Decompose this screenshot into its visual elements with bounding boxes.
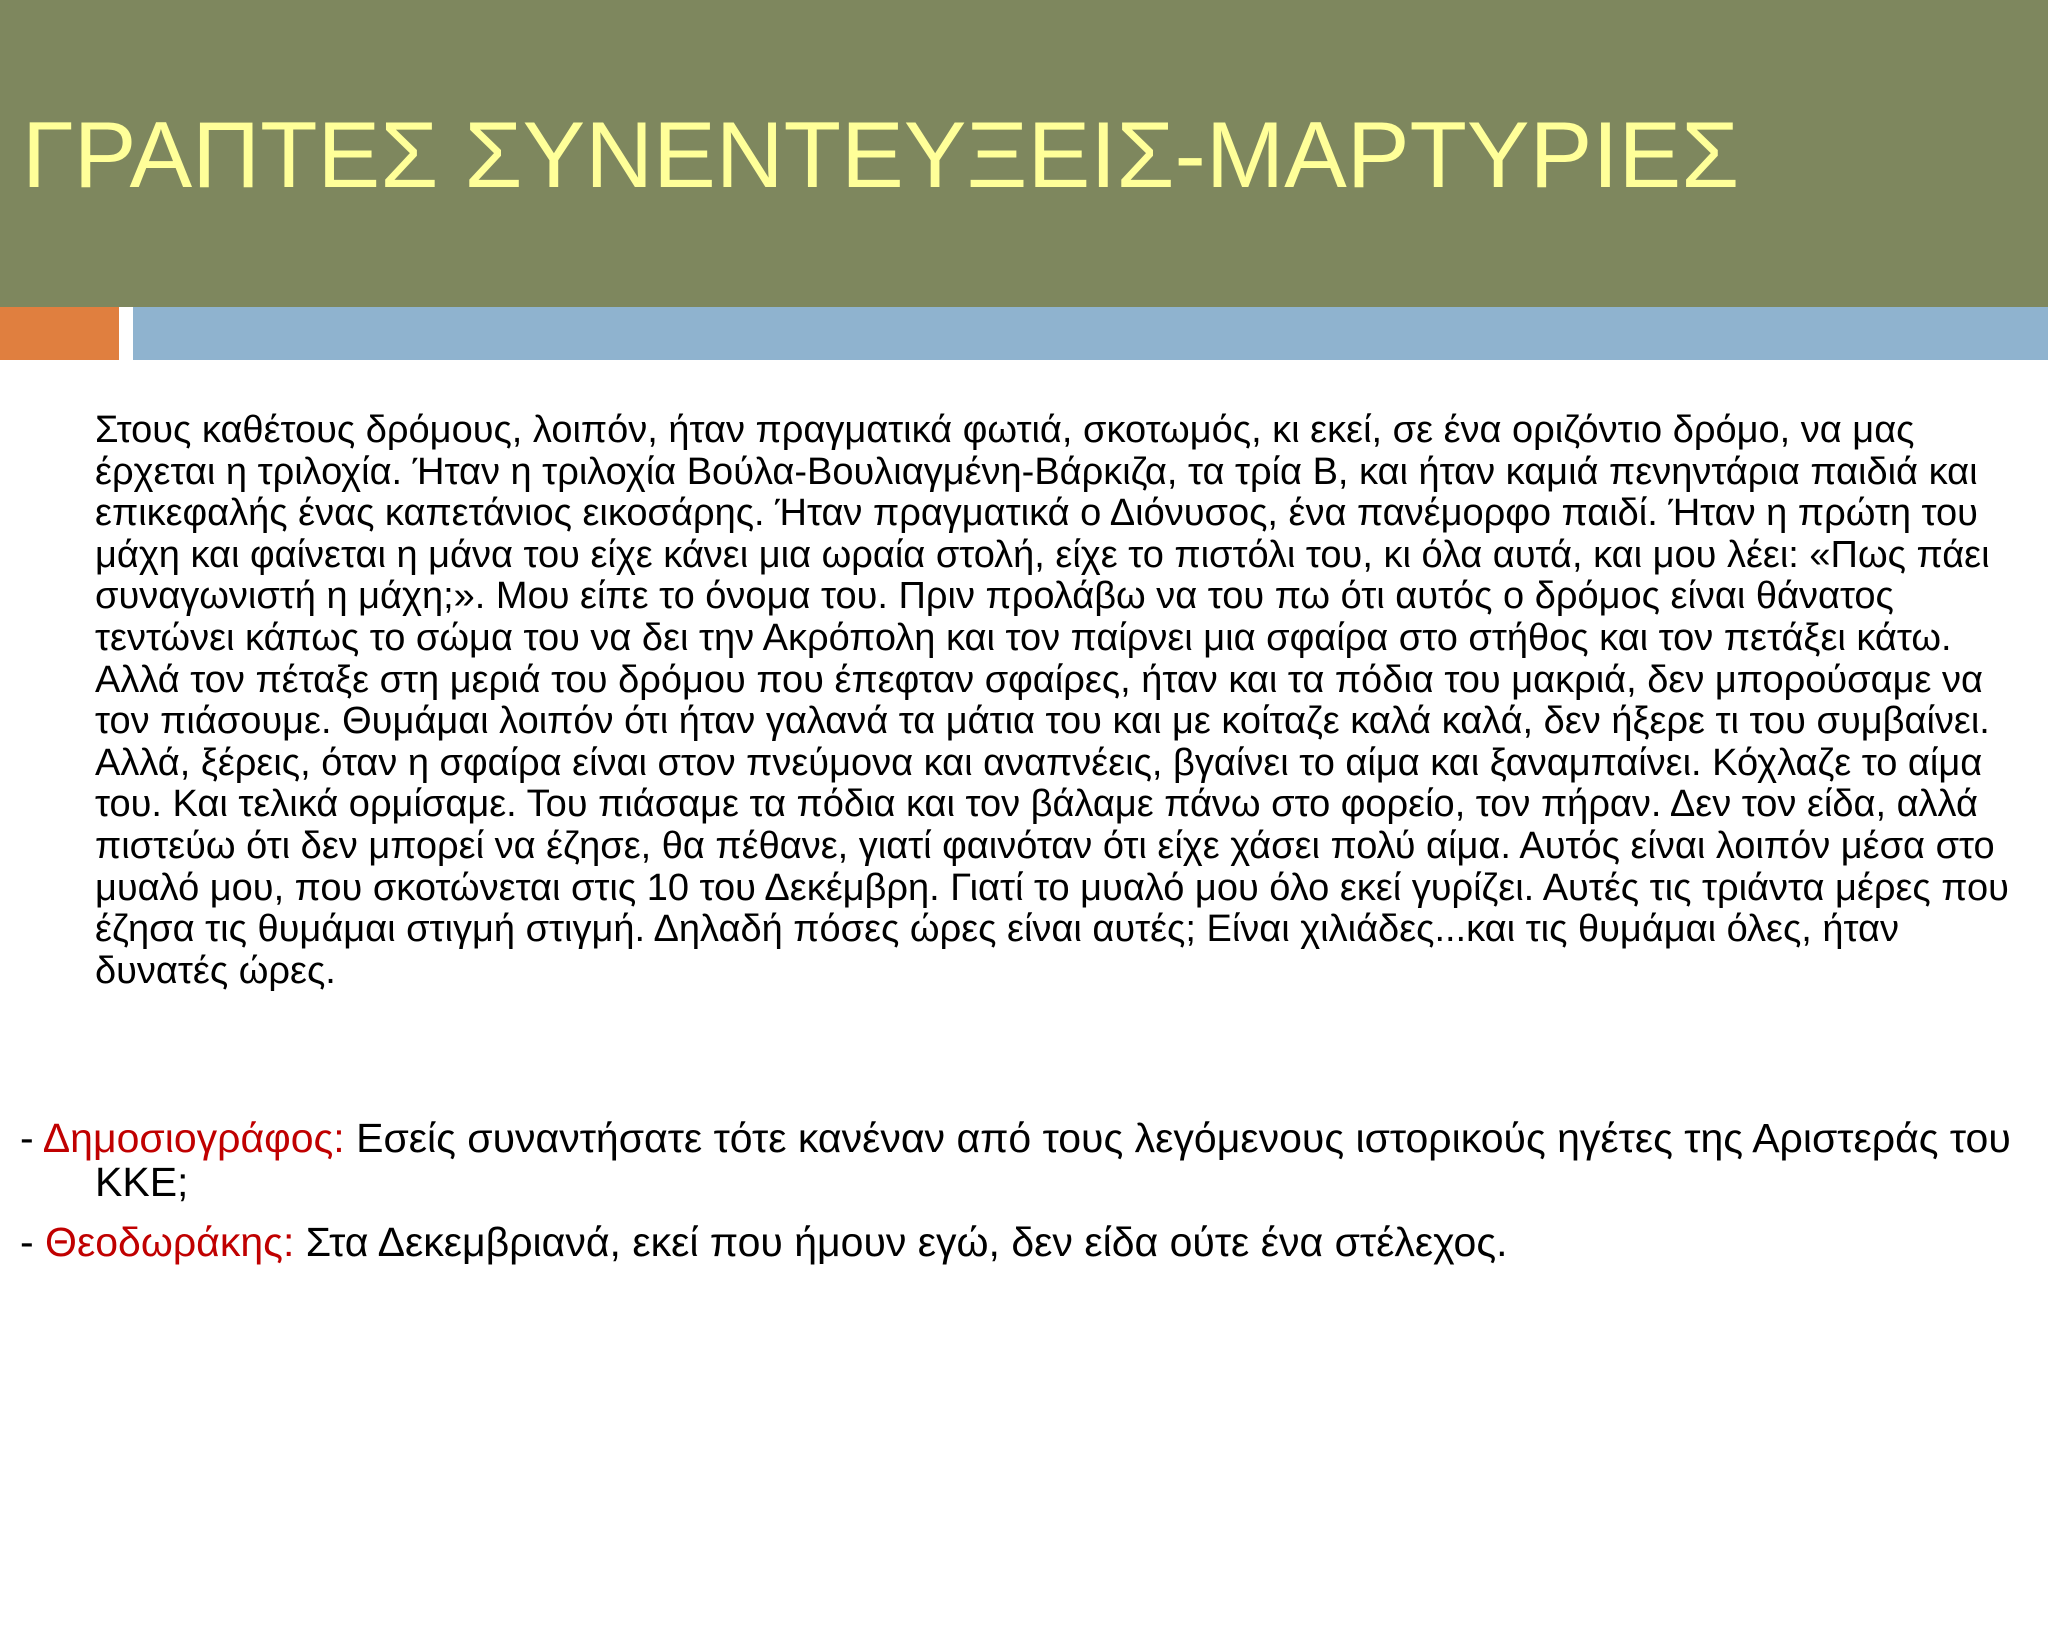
speaker-journalist: Δημοσιογράφος: <box>42 1115 345 1161</box>
dialogue-line-journalist <box>20 1116 2025 1204</box>
dialogue-line-theodorakis <box>20 1220 2025 1264</box>
dialogue-dash: - <box>20 1115 43 1161</box>
dialogue-dash: - <box>20 1219 46 1265</box>
speaker-theodorakis: Θεοδωράκης: <box>45 1219 295 1265</box>
title-banner <box>0 0 2048 307</box>
accent-bar-orange <box>0 307 119 360</box>
theodorakis-answer: Στα Δεκεμβριανά, εκεί που ήμουν εγώ, δεν είδα ούτε ένα στέλεχος. <box>294 1219 1508 1265</box>
slide-title: ΓΡΑΠΤΕΣ ΣΥΝΕΝΤΕΥΞΕΙΣ-ΜΑΡΤΥΡΙΕΣ <box>22 102 1740 207</box>
journalist-question: Εσείς συναντήσατε τότε κανέναν από τους λεγόμενους ιστορικούς ηγέτες της Αριστεράς του ΚΚΕ; <box>95 1115 2011 1205</box>
accent-bar-blue <box>133 307 2048 360</box>
testimony-quote: Στους καθέτους δρόμους, λοιπόν, ήταν πραγματικά φωτιά, σκοτωμός, κι εκεί, σε ένα οριζόντιο δρόμο, να μας έρχεται η τριλοχία. Ήταν η τριλοχία Βούλα-Βουλιαγμένη-Βάρκιζα, τα τρία Β, και ήταν καμιά πενηντάρια παιδιά και επικεφαλής ένας καπετάνιος εικοσάρης. Ήταν πραγματικά ο Διόνυσος, ένα πανέμορφο παιδί. Ήταν η πρώτη του μάχη και φαίνεται η μάνα του είχε κάνει μια ωραία στολή, είχε το πιστόλι του, κι όλα αυτά, και μου λέει: «Πως πάει συναγωνιστή η μάχη;». Μου είπε το όνομα του. Πριν προλάβω να του πω ότι αυτός ο δρόμος είναι θάνατος τεντώνει κάπως το σώμα του να δει την Ακρόπολη και τον παίρνει μια σφαίρα στο στήθος και τον πετάξει κάτω. Αλλά τον πέταξε στη μεριά του δρόμου που έπεφταν σφαίρες, ήταν και τα πόδια του μακριά, δεν μπορούσαμε να τον πιάσουμε. Θυμάμαι λοιπόν ότι ήταν γαλανά τα μάτια του και με κοίταζε καλά καλά, δεν ήξερε τι του συμβαίνει. Αλλά, ξέρεις, όταν η σφαίρα είναι στον πνεύμονα και αναπνέεις, βγαίνει το αίμα και ξαναμπαίνει. Κόχλαζε το αίμα του. Και τελικά ορμίσαμε. Του πιάσαμε τα πόδια και τον βάλαμε πάνω στο φορείο, τον πήραν. Δεν τον είδα, αλλά πιστεύω ότι δεν μπορεί να έζησε, θα πέθανε, γιατί φαινόταν ότι είχε χάσει πολύ αίμα. Αυτός είναι λοιπόν μέσα στο μυαλό μου, που σκοτώνεται στις 10 του Δεκέμβρη. Γιατί το μυαλό μου όλο εκεί γυρίζει. Αυτές τις τριάντα μέρες που έζησα τις θυμάμαι στιγμή στιγμή. Δηλαδή πόσες ώρες είναι αυτές; Είναι χιλιάδες...και τις θυμάμαι όλες, ήταν δυνατές ώρες. <box>95 409 2009 992</box>
